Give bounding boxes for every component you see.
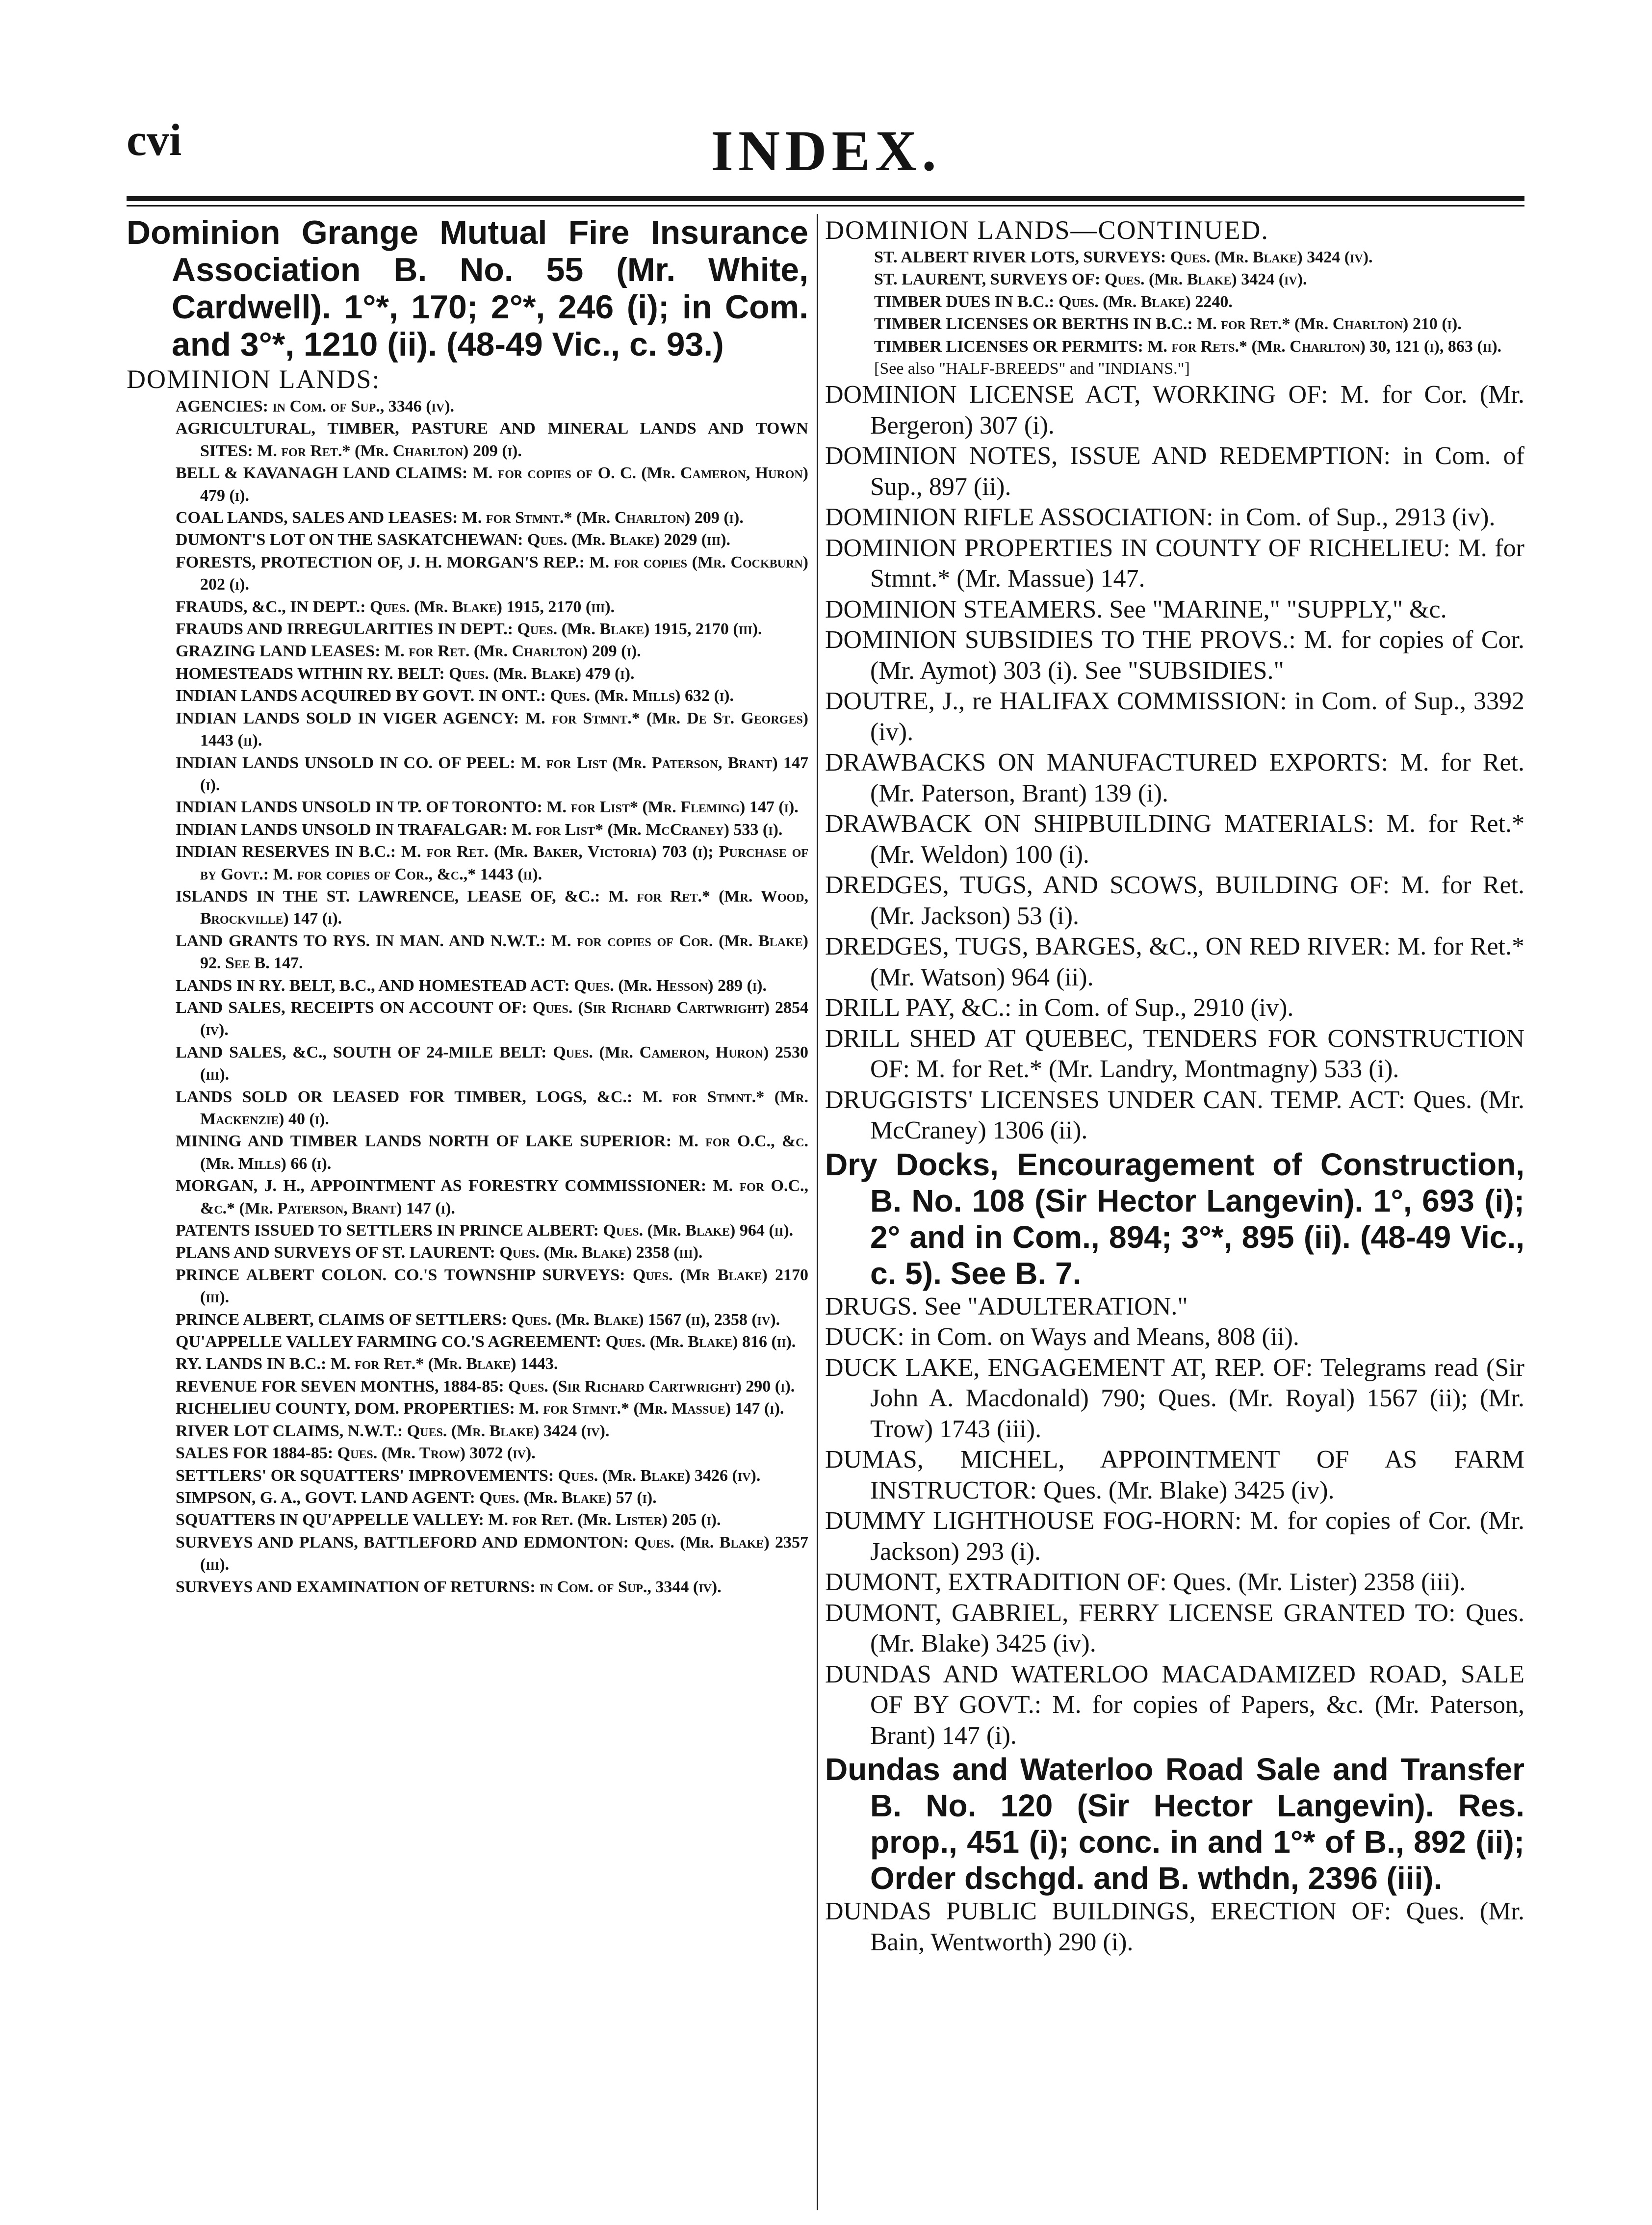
index-entry: DOMINION LICENSE ACT, WORKING OF: M. for Cor. (Mr. Bergeron) 307 (i). [825,381,1524,440]
index-entry: DUCK LAKE, ENGAGEMENT AT, REP. OF: Telegrams read (Sir John A. Macdonald) 790; Ques. (Mr. Royal) 1567 (ii); (Mr. Trow) 1743 (iii). [825,1353,1524,1443]
subentry: INDIAN LANDS SOLD IN VIGER AGENCY: M. for Stmnt.* (Mr. De St. Georges) 1443 (ii). [176,709,808,750]
subentry: INDIAN LANDS UNSOLD IN TP. OF TORONTO: M. for List* (Mr. Fleming) 147 (i). [176,798,799,817]
index-entry: DRAWBACK ON SHIPBUILDING MATERIALS: M. for Ret.* (Mr. Weldon) 100 (i). [825,810,1524,869]
heading-dominion-lands-continued: DOMINION LANDS—CONTINUED. [825,215,1269,245]
subentry: TIMBER DUES IN B.C.: Ques. (Mr. Blake) 2240. [874,292,1233,311]
index-entry: DREDGES, TUGS, BARGES, &C., ON RED RIVER: M. for Ret.* (Mr. Watson) 964 (ii). [825,932,1524,991]
subentry: PATENTS ISSUED TO SETTLERS IN PRINCE ALBERT: Ques. (Mr. Blake) 964 (ii). [176,1221,794,1240]
subentry: PRINCE ALBERT COLON. CO.'S TOWNSHIP SURVEYS: Ques. (Mr Blake) 2170 (iii). [176,1266,808,1307]
entry-dundas-waterloo-bill: Dundas and Waterloo Road Sale and Transfer B. No. 120 (Sir Hector Langevin). Res. prop., 451 (i); conc. in and 1°* of B., 892 (ii); Order dschgd. and B. wthdn, 2396 (iii). [825,1752,1524,1896]
index-entry: DRAWBACKS ON MANUFACTURED EXPORTS: M. for Ret. (Mr. Paterson, Brant) 139 (i). [825,749,1524,807]
subentry: SETTLERS' OR SQUATTERS' IMPROVEMENTS: Ques. (Mr. Blake) 3426 (iv). [176,1466,761,1485]
subentry: LANDS IN RY. BELT, B.C., AND HOMESTEAD ACT: Ques. (Mr. Hesson) 289 (i). [176,976,767,995]
subentry: SIMPSON, G. A., GOVT. LAND AGENT: Ques. (Mr. Blake) 57 (i). [176,1488,657,1507]
subentry: HOMESTEADS WITHIN RY. BELT: Ques. (Mr. Blake) 479 (i). [176,664,635,683]
subentry: QU'APPELLE VALLEY FARMING CO.'S AGREEMENT: Ques. (Mr. Blake) 816 (ii). [176,1333,796,1351]
subentry: AGRICULTURAL, TIMBER, PASTURE AND MINERAL LANDS AND TOWN SITES: M. for Ret.* (Mr. Charlton) 209 (i). [176,419,808,460]
subentry: MINING AND TIMBER LANDS NORTH OF LAKE SUPERIOR: M. for O.C., &c. (Mr. Mills) 66 (i). [176,1132,808,1173]
subentry: PLANS AND SURVEYS OF ST. LAURENT: Ques. (Mr. Blake) 2358 (iii). [176,1243,703,1262]
subentry: AGENCIES: in Com. of Sup., 3346 (iv). [176,397,455,415]
right-column [825,214,1524,1958]
subentry: DUMONT'S LOT ON THE SASKATCHEWAN: Ques. (Mr. Blake) 2029 (iii). [176,531,731,549]
left-column [127,214,808,1598]
header-rule [127,196,1524,201]
header-rule-thin [127,205,1524,207]
subentry: RICHELIEU COUNTY, DOM. PROPERTIES: M. for Stmnt.* (Mr. Massue) 147 (i). [176,1399,784,1418]
subentry: COAL LANDS, SALES AND LEASES: M. for Stmnt.* (Mr. Charlton) 209 (i). [176,509,744,527]
subentry: FRAUDS, &C., IN DEPT.: Ques. (Mr. Blake) 1915, 2170 (iii). [176,597,615,616]
subentry: GRAZING LAND LEASES: M. for Ret. (Mr. Charlton) 209 (i). [176,642,641,661]
index-entry: DUNDAS AND WATERLOO MACADAMIZED ROAD, SALE OF BY GOVT.: M. for copies of Papers, &c. (Mr. Paterson, Brant) 147 (i). [825,1660,1524,1750]
subentry: LAND SALES, &C., SOUTH OF 24-MILE BELT: Ques. (Mr. Cameron, Huron) 2530 (iii). [176,1043,808,1084]
subentry: PRINCE ALBERT, CLAIMS OF SETTLERS: Ques. (Mr. Blake) 1567 (ii), 2358 (iv). [176,1310,780,1329]
subentry: SURVEYS AND PLANS, BATTLEFORD AND EDMONTON: Ques. (Mr. Blake) 2357 (iii). [176,1533,808,1574]
subentry: REVENUE FOR SEVEN MONTHS, 1884-85: Ques. (Sir Richard Cartwright) 290 (i). [176,1377,795,1396]
index-entry: DRILL SHED AT QUEBEC, TENDERS FOR CONSTRUCTION OF: M. for Ret.* (Mr. Landry, Montmagny) 533 (i). [825,1024,1524,1084]
index-entry: DUMONT, EXTRADITION OF: Ques. (Mr. Lister) 2358 (iii). [825,1568,1466,1597]
page-number: cvi [127,115,182,165]
subentry: ST. ALBERT RIVER LOTS, SURVEYS: Ques. (Mr. Blake) 3424 (iv). [874,248,1373,266]
index-entry: DUMAS, MICHEL, APPOINTMENT OF AS FARM INSTRUCTOR: Ques. (Mr. Blake) 3425 (iv). [825,1446,1524,1504]
subentry: ST. LAURENT, SURVEYS OF: Ques. (Mr. Blake) 3424 (iv). [874,270,1307,289]
index-entry: DOMINION PROPERTIES IN COUNTY OF RICHELIEU: M. for Stmnt.* (Mr. Massue) 147. [825,534,1524,593]
subentry: INDIAN RESERVES IN B.C.: M. for Ret. (Mr. Baker, Victoria) 703 (i); Purchase of by Govt.: M. for copies of Cor., &c.,* 1443 (ii). [176,843,808,883]
index-entry: DRUGGISTS' LICENSES UNDER CAN. TEMP. ACT: Ques. (Mr. McCraney) 1306 (ii). [825,1086,1524,1145]
index-entry: DOMINION STEAMERS. See "MARINE," "SUPPLY," &c. [825,595,1447,623]
index-entry: DOUTRE, J., re HALIFAX COMMISSION: in Com. of Sup., 3392 (iv). [825,687,1524,746]
index-entry: DOMINION RIFLE ASSOCIATION: in Com. of Sup., 2913 (iv). [825,503,1496,532]
see-also-note: [See also "HALF-BREEDS" and "INDIANS."] [874,360,1190,378]
subentry: SQUATTERS IN QU'APPELLE VALLEY: M. for Ret. (Mr. Lister) 205 (i). [176,1511,721,1529]
subentry: INDIAN LANDS UNSOLD IN TRAFALGAR: M. for List* (Mr. McCraney) 533 (i). [176,820,783,839]
subentry: LANDS SOLD OR LEASED FOR TIMBER, LOGS, &C.: M. for Stmnt.* (Mr. Mackenzie) 40 (i). [176,1087,808,1128]
entry-grange-insurance-bill: Dominion Grange Mutual Fire Insurance Association B. No. 55 (Mr. White, Cardwell). 1°*, 170; 2°*, 246 (i); in Com. and 3°*, 1210 (ii). (48-49 Vic., c. 93.) [127,214,808,363]
subentry: RY. LANDS IN B.C.: M. for Ret.* (Mr. Blake) 1443. [176,1355,558,1373]
subentry: TIMBER LICENSES OR PERMITS: M. for Rets.* (Mr. Charlton) 30, 121 (i), 863 (ii). [874,337,1502,356]
index-entry: DREDGES, TUGS, AND SCOWS, BUILDING OF: M. for Ret. (Mr. Jackson) 53 (i). [825,871,1524,930]
index-entry: DUMMY LIGHTHOUSE FOG-HORN: M. for copies of Cor. (Mr. Jackson) 293 (i). [825,1507,1524,1566]
subentry: ISLANDS IN THE ST. LAWRENCE, LEASE OF, &C.: M. for Ret.* (Mr. Wood, Brockville) 147 (i). [176,887,808,928]
subentry: MORGAN, J. H., APPOINTMENT AS FORESTRY COMMISSIONER: M. for O.C., &c.* (Mr. Paterson, Brant) 147 (i). [176,1177,808,1217]
subentry: SALES FOR 1884-85: Ques. (Mr. Trow) 3072 (iv). [176,1444,536,1463]
page-title: INDEX. [711,119,941,183]
subentry: FORESTS, PROTECTION OF, J. H. MORGAN'S REP.: M. for copies (Mr. Cockburn) 202 (i). [176,553,808,594]
index-entry: DOMINION SUBSIDIES TO THE PROVS.: M. for copies of Cor. (Mr. Aymot) 303 (i). See "SUBSIDIES." [825,626,1524,685]
subentry: LAND SALES, RECEIPTS ON ACCOUNT OF: Ques. (Sir Richard Cartwright) 2854 (iv). [176,998,808,1039]
subentry: TIMBER LICENSES OR BERTHS IN B.C.: M. for Ret.* (Mr. Charlton) 210 (i). [874,315,1462,334]
index-entry: DRILL PAY, &C.: in Com. of Sup., 2910 (iv). [825,994,1294,1022]
subentry: INDIAN LANDS UNSOLD IN CO. OF PEEL: M. for List (Mr. Paterson, Brant) 147 (i). [176,753,808,794]
entry-dry-docks-bill: Dry Docks, Encouragement of Construction, B. No. 108 (Sir Hector Langevin). 1°, 693 (i); 2° and in Com., 894; 3°*, 895 (ii). (48-49 Vic., c. 5). See B. 7. [825,1146,1524,1291]
subentry: INDIAN LANDS ACQUIRED BY GOVT. IN ONT.: Ques. (Mr. Mills) 632 (i). [176,687,734,705]
index-entry: DUCK: in Com. on Ways and Means, 808 (ii). [825,1323,1299,1351]
column-divider [817,214,818,2210]
index-entry: DOMINION NOTES, ISSUE AND REDEMPTION: in Com. of Sup., 897 (ii). [825,442,1524,501]
subentry: LAND GRANTS TO RYS. IN MAN. AND N.W.T.: M. for copies of Cor. (Mr. Blake) 92. See B. 147. [176,931,808,973]
subentry: FRAUDS AND IRREGULARITIES IN DEPT.: Ques. (Mr. Blake) 1915, 2170 (iii). [176,620,762,639]
index-entry: DRUGS. See "ADULTERATION." [825,1292,1188,1320]
index-entry: DUNDAS PUBLIC BUILDINGS, ERECTION OF: Ques. (Mr. Bain, Wentworth) 290 (i). [825,1897,1524,1956]
index-entry: DUMONT, GABRIEL, FERRY LICENSE GRANTED TO: Ques. (Mr. Blake) 3425 (iv). [825,1599,1524,1658]
subentry: BELL & KAVANAGH LAND CLAIMS: M. for copies of O. C. (Mr. Cameron, Huron) 479 (i). [176,464,808,505]
heading-dominion-lands: DOMINION LANDS: [127,364,381,394]
subentry: SURVEYS AND EXAMINATION OF RETURNS: in Com. of Sup., 3344 (iv). [176,1578,722,1596]
subentry: RIVER LOT CLAIMS, N.W.T.: Ques. (Mr. Blake) 3424 (iv). [176,1422,610,1440]
